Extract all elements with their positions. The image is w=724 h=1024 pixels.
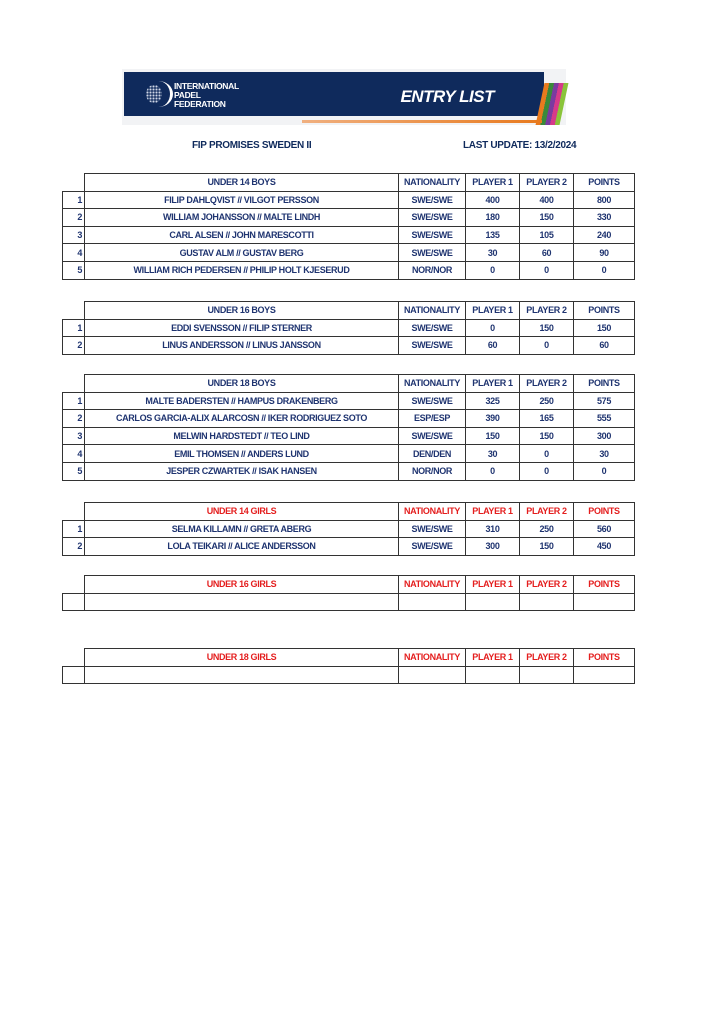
- last-update: LAST UPDATE: 13/2/2024: [463, 140, 577, 151]
- category-table: [62, 648, 635, 684]
- points-header: POINTS: [574, 503, 635, 521]
- nationality-header: NATIONALITY: [399, 576, 466, 594]
- org-line-2: PADEL: [174, 90, 201, 100]
- points-cell: 300: [574, 427, 635, 445]
- table-header-row: [63, 576, 635, 594]
- points-cell: 60: [574, 337, 635, 355]
- header-banner: [122, 69, 566, 125]
- player2-cell: 250: [520, 392, 574, 410]
- player2-cell: 60: [520, 244, 574, 262]
- player2-cell: 0: [520, 462, 574, 480]
- player2-header: PLAYER 2: [520, 503, 574, 521]
- orange-accent-line: [302, 120, 542, 123]
- blank-cell: [63, 174, 85, 192]
- points-cell: 0: [574, 261, 635, 279]
- rank-cell: 4: [63, 244, 85, 262]
- rank-cell: 2: [63, 410, 85, 428]
- nationality-cell: DEN/DEN: [399, 445, 466, 463]
- points-cell: 0: [574, 462, 635, 480]
- org-line-3: FEDERATION: [174, 99, 226, 109]
- nationality-cell: SWE/SWE: [399, 319, 466, 337]
- points-cell: 30: [574, 445, 635, 463]
- category-table: [62, 374, 635, 481]
- category-title: UNDER 18 GIRLS: [85, 649, 399, 667]
- nationality-cell: NOR/NOR: [399, 462, 466, 480]
- pair-cell: MALTE BADERSTEN // HAMPUS DRAKENBERG: [85, 392, 399, 410]
- player1-cell: 0: [466, 261, 520, 279]
- nationality-cell: [399, 666, 466, 684]
- banner-title: ENTRY LIST: [400, 87, 494, 106]
- nationality-header: NATIONALITY: [399, 375, 466, 393]
- pair-cell: [85, 666, 399, 684]
- player1-cell: 310: [466, 520, 520, 538]
- nationality-header: NATIONALITY: [399, 302, 466, 320]
- player1-header: PLAYER 1: [466, 174, 520, 192]
- player1-header: PLAYER 1: [466, 302, 520, 320]
- rank-cell: 3: [63, 226, 85, 244]
- table-header-row: [63, 174, 635, 192]
- rank-cell: 1: [63, 191, 85, 209]
- player1-header: PLAYER 1: [466, 649, 520, 667]
- points-cell: [574, 666, 635, 684]
- pair-cell: SELMA KILLAMN // GRETA ABERG: [85, 520, 399, 538]
- nationality-cell: SWE/SWE: [399, 337, 466, 355]
- pair-cell: MELWIN HARDSTEDT // TEO LIND: [85, 427, 399, 445]
- player1-cell: 60: [466, 337, 520, 355]
- player2-cell: 400: [520, 191, 574, 209]
- points-cell: 450: [574, 538, 635, 556]
- nationality-cell: SWE/SWE: [399, 226, 466, 244]
- rank-cell: 4: [63, 445, 85, 463]
- pair-cell: JESPER CZWARTEK // ISAK HANSEN: [85, 462, 399, 480]
- points-header: POINTS: [574, 302, 635, 320]
- table-row: [63, 392, 635, 410]
- player1-cell: 400: [466, 191, 520, 209]
- pair-cell: LOLA TEIKARI // ALICE ANDERSSON: [85, 538, 399, 556]
- player2-cell: 0: [520, 261, 574, 279]
- table-row: [63, 209, 635, 227]
- blank-cell: [63, 576, 85, 594]
- pair-cell: LINUS ANDERSSON // LINUS JANSSON: [85, 337, 399, 355]
- player1-cell: 180: [466, 209, 520, 227]
- player1-header: PLAYER 1: [466, 375, 520, 393]
- nationality-header: NATIONALITY: [399, 174, 466, 192]
- player2-cell: [520, 593, 574, 611]
- category-table: [62, 502, 635, 556]
- points-cell: [574, 593, 635, 611]
- player1-cell: 325: [466, 392, 520, 410]
- rank-cell: 2: [63, 209, 85, 227]
- player2-cell: 105: [520, 226, 574, 244]
- player2-cell: 150: [520, 538, 574, 556]
- player2-cell: 250: [520, 520, 574, 538]
- points-header: POINTS: [574, 649, 635, 667]
- rank-cell: 2: [63, 538, 85, 556]
- player2-cell: 150: [520, 319, 574, 337]
- points-header: POINTS: [574, 174, 635, 192]
- org-line-1: INTERNATIONAL: [174, 81, 239, 91]
- category-table: [62, 301, 635, 355]
- category-title: UNDER 14 GIRLS: [85, 503, 399, 521]
- category-title: UNDER 16 GIRLS: [85, 576, 399, 594]
- player2-cell: 165: [520, 410, 574, 428]
- pair-cell: [85, 593, 399, 611]
- table-row: [63, 445, 635, 463]
- player1-cell: 135: [466, 226, 520, 244]
- nationality-cell: [399, 593, 466, 611]
- org-name: [174, 82, 239, 109]
- pair-cell: WILLIAM JOHANSSON // MALTE LINDH: [85, 209, 399, 227]
- player1-cell: 150: [466, 427, 520, 445]
- blank-cell: [63, 375, 85, 393]
- nationality-cell: NOR/NOR: [399, 261, 466, 279]
- pair-cell: EMIL THOMSEN // ANDERS LUND: [85, 445, 399, 463]
- player1-cell: 390: [466, 410, 520, 428]
- player1-cell: [466, 666, 520, 684]
- nationality-cell: SWE/SWE: [399, 209, 466, 227]
- pair-cell: CARL ALSEN // JOHN MARESCOTTI: [85, 226, 399, 244]
- points-cell: 800: [574, 191, 635, 209]
- player2-header: PLAYER 2: [520, 649, 574, 667]
- category-table: [62, 575, 635, 611]
- nationality-cell: SWE/SWE: [399, 244, 466, 262]
- pair-cell: FILIP DAHLQVIST // VILGOT PERSSON: [85, 191, 399, 209]
- rank-cell: [63, 593, 85, 611]
- player2-header: PLAYER 2: [520, 302, 574, 320]
- category-title: UNDER 18 BOYS: [85, 375, 399, 393]
- rank-cell: 3: [63, 427, 85, 445]
- table-header-row: [63, 302, 635, 320]
- rank-cell: 2: [63, 337, 85, 355]
- rank-cell: 5: [63, 462, 85, 480]
- table-row: [63, 593, 635, 611]
- points-cell: 330: [574, 209, 635, 227]
- points-header: POINTS: [574, 576, 635, 594]
- nationality-cell: SWE/SWE: [399, 392, 466, 410]
- table-row: [63, 226, 635, 244]
- nationality-cell: ESP/ESP: [399, 410, 466, 428]
- blank-cell: [63, 503, 85, 521]
- player1-header: PLAYER 1: [466, 576, 520, 594]
- points-cell: 575: [574, 392, 635, 410]
- table-row: [63, 427, 635, 445]
- table-row: [63, 538, 635, 556]
- points-cell: 90: [574, 244, 635, 262]
- nationality-cell: SWE/SWE: [399, 520, 466, 538]
- banner-background: [124, 72, 544, 116]
- table-row: [63, 666, 635, 684]
- player2-header: PLAYER 2: [520, 174, 574, 192]
- points-cell: 560: [574, 520, 635, 538]
- padel-ball-icon: [146, 85, 162, 103]
- player1-cell: 30: [466, 244, 520, 262]
- pair-cell: EDDI SVENSSON // FILIP STERNER: [85, 319, 399, 337]
- table-row: [63, 462, 635, 480]
- table-row: [63, 337, 635, 355]
- player1-cell: 0: [466, 319, 520, 337]
- player1-cell: 30: [466, 445, 520, 463]
- player2-cell: 0: [520, 337, 574, 355]
- player2-header: PLAYER 2: [520, 576, 574, 594]
- nationality-cell: SWE/SWE: [399, 427, 466, 445]
- table-header-row: [63, 649, 635, 667]
- table-row: [63, 410, 635, 428]
- rank-cell: 1: [63, 319, 85, 337]
- nationality-cell: SWE/SWE: [399, 538, 466, 556]
- table-header-row: [63, 375, 635, 393]
- points-cell: 150: [574, 319, 635, 337]
- category-title: UNDER 14 BOYS: [85, 174, 399, 192]
- player2-cell: [520, 666, 574, 684]
- points-cell: 240: [574, 226, 635, 244]
- player2-cell: 0: [520, 445, 574, 463]
- blank-cell: [63, 649, 85, 667]
- blank-cell: [63, 302, 85, 320]
- nationality-header: NATIONALITY: [399, 503, 466, 521]
- player1-cell: 300: [466, 538, 520, 556]
- table-row: [63, 319, 635, 337]
- rank-cell: 1: [63, 520, 85, 538]
- table-row: [63, 261, 635, 279]
- table-row: [63, 520, 635, 538]
- rank-cell: 5: [63, 261, 85, 279]
- player1-header: PLAYER 1: [466, 503, 520, 521]
- points-cell: 555: [574, 410, 635, 428]
- table-header-row: [63, 503, 635, 521]
- category-table: [62, 173, 635, 280]
- category-title: UNDER 16 BOYS: [85, 302, 399, 320]
- rank-cell: [63, 666, 85, 684]
- points-header: POINTS: [574, 375, 635, 393]
- table-row: [63, 191, 635, 209]
- tournament-name: FIP PROMISES SWEDEN II: [192, 140, 312, 151]
- nationality-cell: SWE/SWE: [399, 191, 466, 209]
- table-row: [63, 244, 635, 262]
- player1-cell: 0: [466, 462, 520, 480]
- player1-cell: [466, 593, 520, 611]
- pair-cell: WILLIAM RICH PEDERSEN // PHILIP HOLT KJESERUD: [85, 261, 399, 279]
- rank-cell: 1: [63, 392, 85, 410]
- pair-cell: GUSTAV ALM // GUSTAV BERG: [85, 244, 399, 262]
- player2-cell: 150: [520, 427, 574, 445]
- player2-cell: 150: [520, 209, 574, 227]
- player2-header: PLAYER 2: [520, 375, 574, 393]
- pair-cell: CARLOS GARCIA-ALIX ALARCOSN // IKER RODRIGUEZ SOTO: [85, 410, 399, 428]
- nationality-header: NATIONALITY: [399, 649, 466, 667]
